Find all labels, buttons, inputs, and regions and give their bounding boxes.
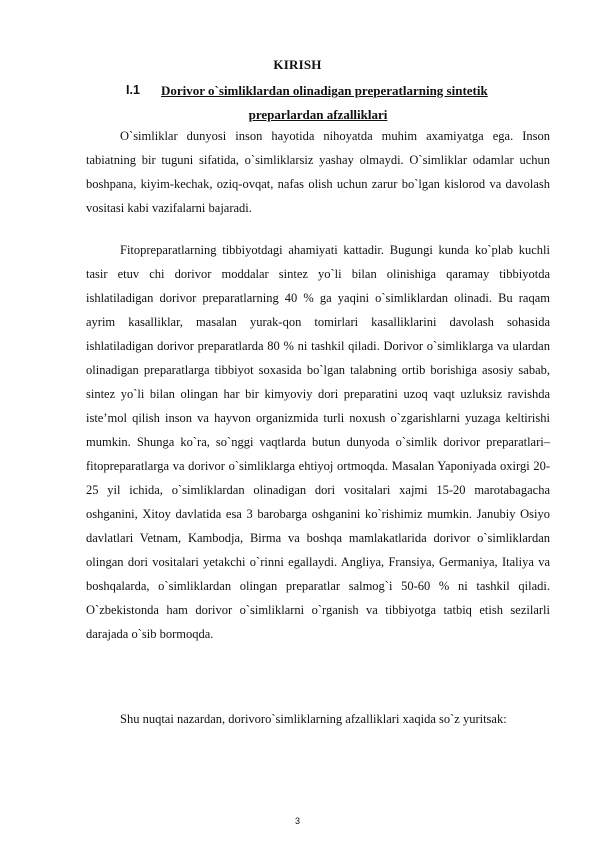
section-heading-line-1: Dorivor o`simliklardan olinadigan preperatlarning sintetik bbox=[161, 83, 488, 98]
page-title: KIRISH bbox=[273, 57, 322, 72]
page-number: 3 bbox=[294, 816, 300, 826]
section-heading-line-2: preparlardan afzalliklari bbox=[248, 107, 388, 122]
paragraph-phytopreparations: Fitopreparatlarning tibbiyotdagi ahamiyati kattadir. Bugungi kunda ko`plab kuchli tasir etuv chi dorivor moddalar sintez yo`li bilan olinishiga qaramay tibbiyotda ishlatiladigan dorivor preparatlarning 40 % ga yaqini o`simliklardan olinadi. Bu raqam ayrim kasalliklar, masalan yurak-qon tomirlari kasalliklarini davolash sohasida ishlatiladigan dorivor preparatlarda 80 % ni tashkil qiladi. Dorivor o`simliklarga va ulardan olinadigan preparatlarga tibbiyot soxasida bo`lgan talabning ortib borishiga asosiy sabab, sintez yo`li bilan olingan har bir kimyoviy dori preparatini uzoq vaqt uzluksiz ravishda iste’mol qilish inson va hayvon organizmida turli noxush o`zgarishlarni yuzaga keltirishi mumkin. Shunga ko`ra, so`nggi vaqtlarda butun dunyoda o`simlik dorivor preparatlari–fitopreparatlarga va dorivor o`simliklarga ehtiyoj ortmoqda. Masalan Yaponiyada oxirgi 20-25 yil ichida, o`simliklardan olinadigan dori vositalari xajmi 15-20 marotabagacha oshganini, Xitoy davlatida esa 3 barobarga oshganini ko`rishimiz mumkin. Janubiy Osiyo davlatlari Vetnam, Kambodja, Birma va boshqa mamlakatlarida dorivor o`simliklardan olingan dori vositalari yetakchi o`rinni egallaydi. Angliya, Fransiya, Germaniya, Italiya va boshqalarda, o`simliklardan olingan preparatlar salmog`i 50-60 % ni tashkil qiladi. O`zbekistonda ham dorivor o`simliklarni o`rganish va tibbiyotga tatbiq etish sezilarli darajada o`sib bormoqda. bbox=[86, 243, 550, 641]
section-number: I.1 bbox=[126, 83, 140, 97]
paragraph-advantages-lead: Shu nuqtai nazardan, dorivoro`simliklarning afzalliklari xaqida so`z yuritsak: bbox=[120, 712, 507, 726]
paragraph-intro: O`simliklar dunyosi inson hayotida nihoyatda muhim axamiyatga ega. Inson tabiatning bir tuguni sifatida, o`simliklarsiz yashay olmaydi. O`simliklar odamlar uchun boshpana, kiyim-kechak, oziq-ovqat, nafas olish uchun zarur bo`lgan kislorod va davolash vositasi kabi vazifalarni bajaradi. bbox=[86, 129, 550, 215]
